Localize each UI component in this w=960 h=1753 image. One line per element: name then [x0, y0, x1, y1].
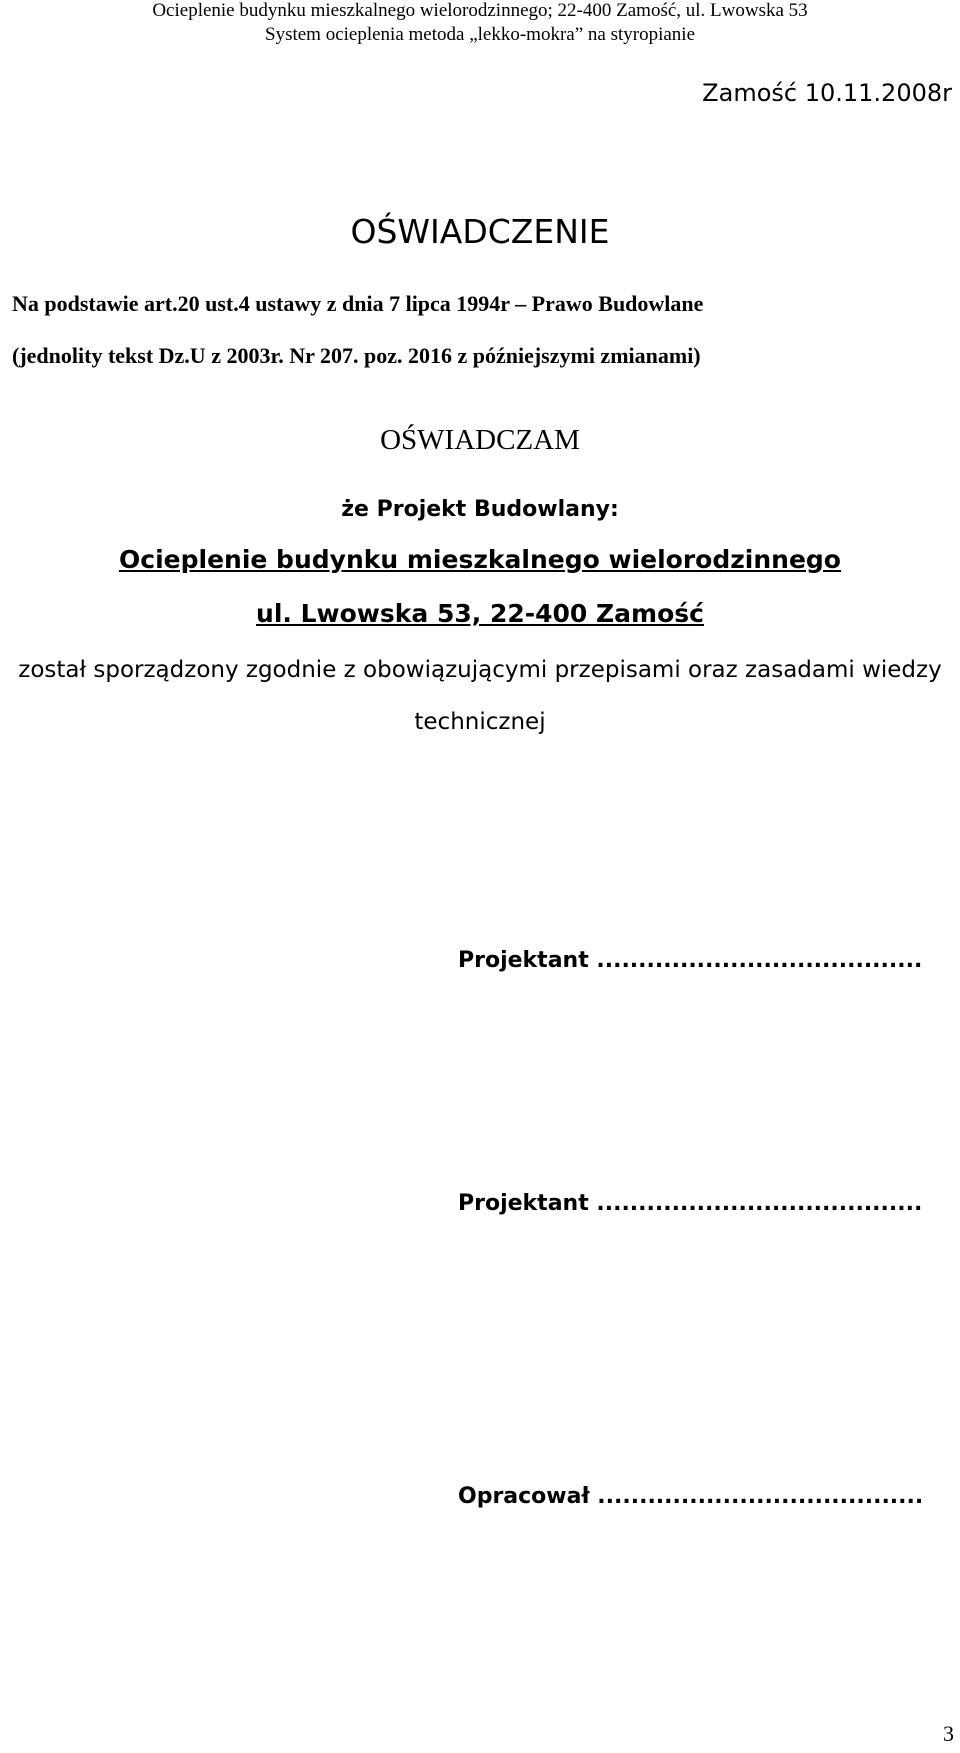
declaration-text-line-2: technicznej: [414, 709, 546, 735]
declaration-text-line-1: został sporządzony zgodnie z obowiązującymi przepisami oraz zasadami wiedzy: [18, 657, 942, 683]
document-date: Zamość 10.11.2008r: [702, 79, 952, 107]
legal-basis-line-1: Na podstawie art.20 ust.4 ustawy z dnia 7 lipca 1994r – Prawo Budowlane: [12, 291, 704, 316]
page-number: 3: [943, 1721, 954, 1746]
project-address: ul. Lwowska 53, 22-400 Zamość: [256, 599, 704, 628]
document-title: OŚWIADCZENIE: [350, 212, 610, 251]
project-name: Ocieplenie budynku mieszkalnego wielorodzinnego: [119, 545, 841, 574]
legal-basis-line-2: (jednolity tekst Dz.U z 2003r. Nr 207. poz. 2016 z późniejszymi zmianami): [12, 343, 701, 368]
running-header-line-1: Ocieplenie budynku mieszkalnego wielorodzinnego; 22-400 Zamość, ul. Lwowska 53: [152, 0, 808, 21]
signature-designer-1: Projektant .......................................: [458, 948, 923, 973]
running-header-line-2: System ocieplenia metoda „lekko-mokra” na styropianie: [265, 24, 695, 45]
declaration-heading: OŚWIADCZAM: [380, 424, 580, 456]
project-intro: że Projekt Budowlany:: [341, 497, 619, 522]
signature-author: Opracował .......................................: [458, 1484, 924, 1509]
signature-designer-2: Projektant .......................................: [458, 1191, 923, 1216]
